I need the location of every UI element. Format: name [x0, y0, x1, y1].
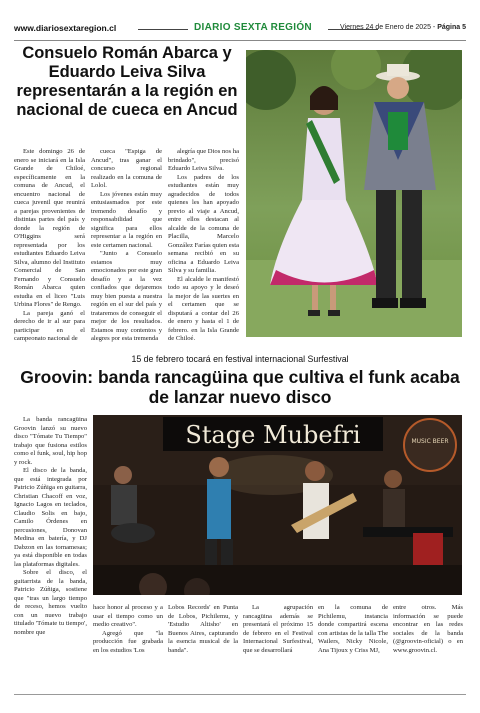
paragraph: cueca "Espiga de Ancud", tras ganar el concurso regional realizado en la comuna de Lolol.: [91, 148, 162, 189]
stage-sign: Stage Mubefri: [185, 421, 361, 449]
paragraph: hace honor al proceso y a usar el tiempo como un medio creativo".: [93, 604, 163, 628]
paragraph: Este domingo 26 de enero se iniciará en la Isla Grande de Chiloé, específicamente en la comuna de Ancud, el encuentro nacional de cueca juvenil que reunirá a parejas provenientes de distintas partes del país y donde la región de O'Higgins será representada por los estudiantes Eduardo Leiva Silva, alumno del Instituto Comercial de San Fernando y Consuelo Román Abarca quien estudia en el liceo "Luis Urbina Flores" de Rengo.: [14, 148, 85, 308]
paragraph: La pareja ganó el derecho de ir al sur para participar en el campeonato nacional de: [14, 309, 85, 342]
page-number: Página 5: [437, 24, 466, 31]
paragraph: Sobre el disco, el guitarrista de la banda, Patricio Zúñiga, sostiene que "tras un largo tiempo de receso, hemos vuelto con un nuevo trabajo titulado 'Tómate tu tiempo', nombre que: [14, 569, 87, 636]
paragraph: El disco de la banda, que está integrada por Patricio Zúñiga en guitarra, Christian Chacoff en voz, Ignacio Lagos en teclados, Claudio Solis en bajo, Camilo Órdenes en percusiones, Donovan Medina en batería, y DJ Dabzon en las tornamesas; ya está disponible en todas las plataformas digitales.: [14, 467, 87, 568]
paragraph: La banda rancagüina Groovin lanzó su nuevo disco "Tómate Tu Tiempo" trabajo que fusiona estilos como el funk, soul, hip hop y rock.: [14, 416, 87, 466]
paragraph: "Junto a Consuelo estamos muy emocionados por este gran desafío y a la vez confiados que dejaremos muy bien puesta a nuestra región en el sur del país y trataremos de conseguir el mejor de los resultados. Estamos muy contentos y alegres por esta tremenda: [91, 250, 162, 342]
paragraph: El alcalde le manifestó todo su apoyo y le deseó la mejor de las suertes en el certamen que se disputará a contar del 26 de enero y hasta el 1 de febrero. en la Isla Grande de Chiloé.: [168, 275, 239, 342]
paragraph: Agregó que "la producción fue grabada en los estudios 'Los: [93, 629, 163, 654]
article-column: [91, 148, 162, 344]
paragraph: La agrupación rancagüina además se presentará el próximo 15 de febrero en el Festival Internacional Surfestival, que se desarrollará: [243, 604, 313, 654]
paragraph: alegría que Dios nos ha brindado", precisó Eduardo Leiva Silva.: [168, 148, 239, 172]
article-column: [393, 604, 463, 655]
paragraph: Los jóvenes están muy entusiasmados por este tremendo desafío y responsabilidad que significa para ellos representar a la región en este certamen nacional.: [91, 190, 162, 249]
article-column: [168, 148, 239, 344]
divider: [14, 694, 466, 695]
music-beer-sign: MUSIC BEER: [411, 438, 449, 445]
article-kicker: 15 de febrero tocará en festival internacional Surfestival: [131, 354, 349, 364]
issue-date: Viernes 24 de Enero de 2025 - Página 5: [340, 24, 466, 31]
article-column: [318, 604, 388, 655]
band-photo: [93, 415, 462, 595]
divider: [138, 29, 188, 30]
paragraph: Los padres de los estudiantes están muy agradecidos de todos quienes les han apoyado previo al viaje a Ancud, entre ellos destacan al alcalde de la comuna de Placilla, Marcelo González Farías quien esta semana recibió en su oficina a Eduardo Leiva Silva y su familia.: [168, 173, 239, 274]
article-column: [14, 416, 87, 637]
paragraph: Lobos Records' en Punta de Lobos, Pichilemu, y 'Estudio Altisho' en Buenos Aires, capturando la esencia musical de la banda".: [168, 604, 238, 654]
paragraph: entre otros. Más información se puede encontrar en las redes sociales de la banda (@groovin-oficial) o en www.groovin.cl.: [393, 604, 463, 654]
article-column: [243, 604, 313, 655]
divider: [14, 40, 466, 41]
article-column: [93, 604, 163, 655]
dancers-photo: [246, 50, 462, 337]
site-url[interactable]: www.diariosextaregion.cl: [14, 23, 117, 33]
article-column: [14, 148, 85, 344]
masthead: [14, 23, 466, 37]
article-column: [168, 604, 238, 655]
article-headline: Groovin: banda rancagüina que cultiva el funk acaba de lanzar nuevo disco: [20, 367, 460, 407]
paragraph: en la comuna de Pichilemu, instancia donde compartirá escena con artistas de la talla The Wailers, Nicky Nicole, Ana Tijoux y Criss MJ,: [318, 604, 388, 654]
article-headline: Consuelo Román Abarca y Eduardo Leiva Silva representarán a la región en nacional de cueca en Ancud: [16, 44, 238, 119]
newspaper-name: DIARIO SEXTA REGIÓN: [194, 22, 312, 33]
